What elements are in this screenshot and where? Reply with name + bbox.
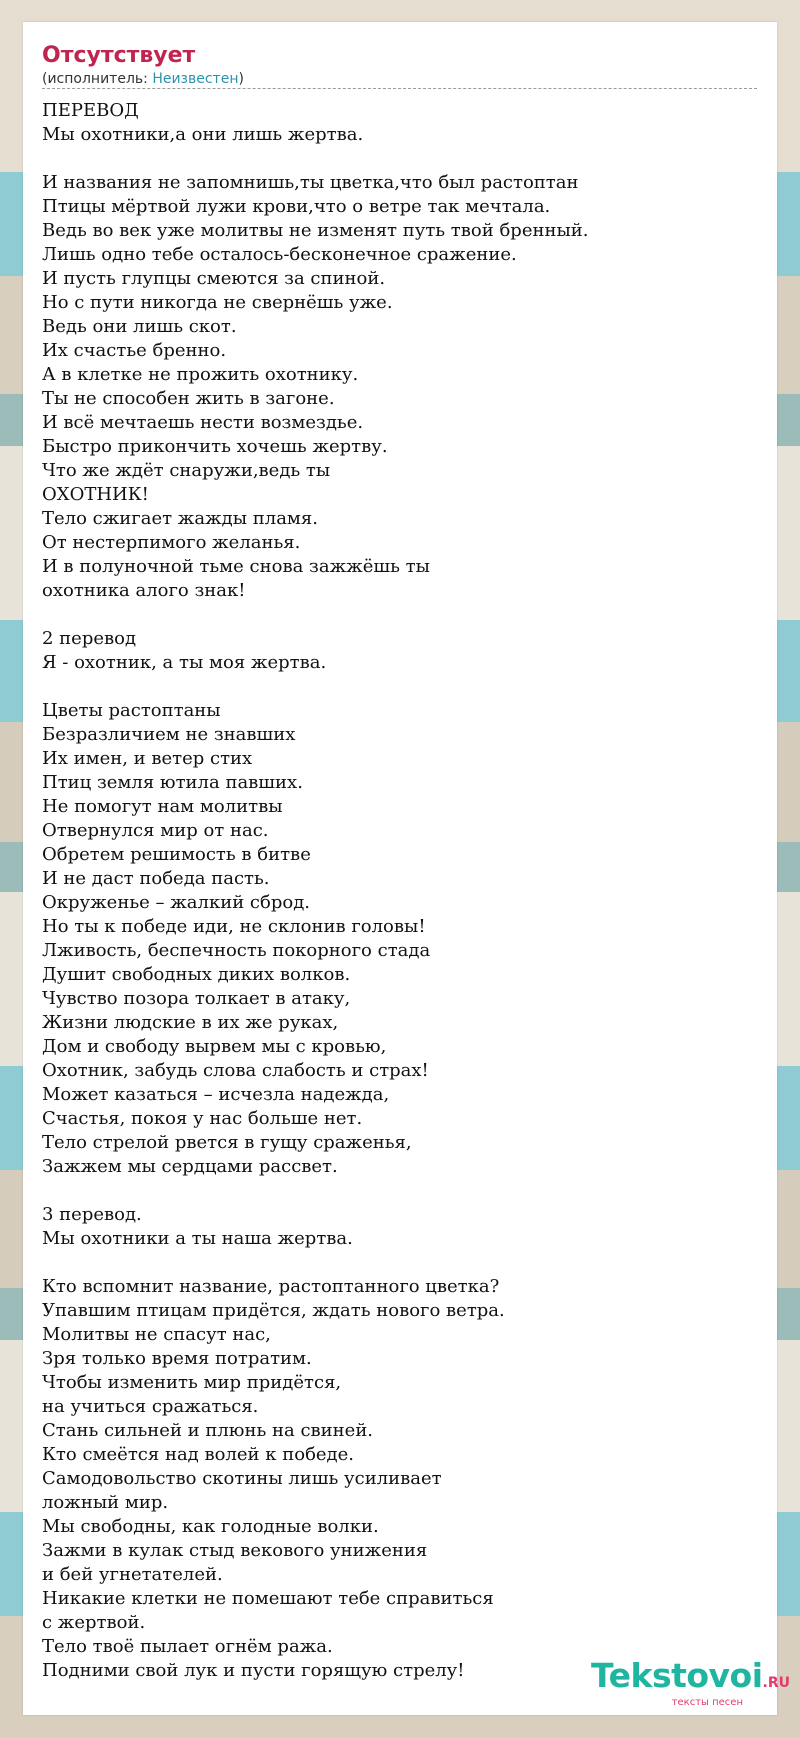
- lyric-line: Никакие клетки не помешают тебе справиться: [42, 1588, 494, 1609]
- lyric-line: Мы свободны, как голодные волки.: [42, 1516, 379, 1537]
- lyric-line: Отвернулся мир от нас.: [42, 820, 269, 841]
- lyric-line: Что же ждёт снаружи,ведь ты: [42, 460, 331, 481]
- lyric-line: Тело стрелой рвется в гущу сраженья,: [42, 1132, 412, 1153]
- lyric-line: Чтобы изменить мир придётся,: [42, 1372, 342, 1393]
- lyric-line: 2 перевод: [42, 628, 137, 649]
- lyric-line: на учиться сражаться.: [42, 1396, 259, 1417]
- lyric-line: Подними свой лук и пусти горящую стрелу!: [42, 1660, 465, 1681]
- lyric-line: Счастья, покоя у нас больше нет.: [42, 1108, 363, 1129]
- lyric-line: [42, 147, 757, 171]
- artist-suffix: ): [238, 71, 244, 87]
- lyric-line: Душит свободных диких волков.: [42, 964, 351, 985]
- lyric-line: Мы охотники а ты наша жертва.: [42, 1228, 353, 1249]
- lyric-line: Цветы растоптаны: [42, 700, 221, 721]
- lyric-line: Мы охотники,а они лишь жертва.: [42, 124, 364, 145]
- lyric-line: Ведь они лишь скот.: [42, 316, 237, 337]
- lyric-line: Тело сжигает жажды пламя.: [42, 508, 319, 529]
- lyric-line: Тело твоё пылает огнём ража.: [42, 1636, 333, 1657]
- lyric-line: Птицы мёртвой лужи крови,что о ветре так мечтала.: [42, 196, 551, 217]
- lyric-line: Молитвы не спасут нас,: [42, 1324, 271, 1345]
- lyric-line: Но с пути никогда не свернёшь уже.: [42, 292, 393, 313]
- lyric-line: Стань сильней и плюнь на свиней.: [42, 1420, 374, 1441]
- logo-name: Tekstovoi: [591, 1656, 763, 1695]
- lyric-line: Лживость, беспечность покорного стада: [42, 940, 431, 961]
- lyric-line: Не помогут нам молитвы: [42, 796, 283, 817]
- lyric-line: [42, 1179, 757, 1203]
- lyric-line: Окруженье – жалкий сброд.: [42, 892, 310, 913]
- lyric-line: Кто смеётся над волей к победе.: [42, 1444, 355, 1465]
- lyric-line: охотника алого знак!: [42, 580, 246, 601]
- song-title: Отсутствует: [42, 43, 196, 68]
- artist-link[interactable]: Неизвестен: [152, 71, 239, 87]
- lyric-line: Охотник, забудь слова слабость и страх!: [42, 1060, 429, 1081]
- lyric-line: Может казаться – исчезла надежда,: [42, 1084, 390, 1105]
- lyric-line: И названия не запомнишь,ты цветка,что был растоптан: [42, 172, 579, 193]
- lyric-line: И в полуночной тьме снова зажжёшь ты: [42, 556, 430, 577]
- lyric-line: ОХОТНИК!: [42, 484, 149, 505]
- lyric-line: Зажми в кулак стыд векового унижения: [42, 1540, 428, 1561]
- lyric-line: Быстро прикончить хочешь жертву.: [42, 436, 388, 457]
- lyric-line: [42, 675, 757, 699]
- lyric-line: [42, 1251, 757, 1275]
- lyric-line: Ведь во век уже молитвы не изменят путь твой бренный.: [42, 220, 589, 241]
- artist-line: [42, 70, 757, 88]
- lyric-line: Лишь одно тебе осталось-бесконечное сражение.: [42, 244, 517, 265]
- lyric-line: ПЕРЕВОД: [42, 100, 139, 121]
- lyric-line: От нестерпимого желанья.: [42, 532, 301, 553]
- lyric-line: А в клетке не прожить охотнику.: [42, 364, 359, 385]
- lyric-line: Кто вспомнит название, растоптанного цветка?: [42, 1276, 500, 1297]
- lyric-line: [42, 603, 757, 627]
- lyric-line: Их счастье бренно.: [42, 340, 227, 361]
- lyric-line: Ты не способен жить в загоне.: [42, 388, 335, 409]
- lyric-line: Дом и свободу вырвем мы с кровью,: [42, 1036, 387, 1057]
- logo-suffix: .RU: [762, 1675, 791, 1691]
- lyric-line: Обретем решимость в битве: [42, 844, 311, 865]
- logo-tagline: тексты песен: [671, 1697, 743, 1708]
- lyric-line: И пусть глупцы смеются за спиной.: [42, 268, 386, 289]
- lyric-line: Безразличием не знавших: [42, 724, 296, 745]
- lyric-line: Упавшим птицам придётся, ждать нового ветра.: [42, 1300, 505, 1321]
- lyric-line: Жизни людские в их же руках,: [42, 1012, 339, 1033]
- lyric-line: Зря только время потратим.: [42, 1348, 312, 1369]
- lyric-line: ложный мир.: [42, 1492, 169, 1513]
- lyric-line: Чувство позора толкает в атаку,: [42, 988, 351, 1009]
- artist-prefix: (исполнитель:: [42, 71, 153, 87]
- lyric-line: Но ты к победе иди, не склонив головы!: [42, 916, 426, 937]
- lyric-line: 3 перевод.: [42, 1204, 142, 1225]
- site-logo[interactable]: [591, 1658, 790, 1701]
- content-card: [23, 22, 791, 1715]
- lyric-line: Самодовольство скотины лишь усиливает: [42, 1468, 442, 1489]
- lyrics-text: [42, 99, 757, 1683]
- lyric-line: Птиц земля ютила павших.: [42, 772, 303, 793]
- title-separator: [42, 88, 757, 89]
- lyric-line: и бей угнетателей.: [42, 1564, 223, 1585]
- lyric-line: И всё мечтаешь нести возмездье.: [42, 412, 364, 433]
- lyric-line: Я - охотник, а ты моя жертва.: [42, 652, 327, 673]
- lyric-line: с жертвой.: [42, 1612, 146, 1633]
- lyric-line: Их имен, и ветер стих: [42, 748, 253, 769]
- lyric-line: Зажжем мы сердцами рассвет.: [42, 1156, 338, 1177]
- lyric-line: И не даст победа пасть.: [42, 868, 270, 889]
